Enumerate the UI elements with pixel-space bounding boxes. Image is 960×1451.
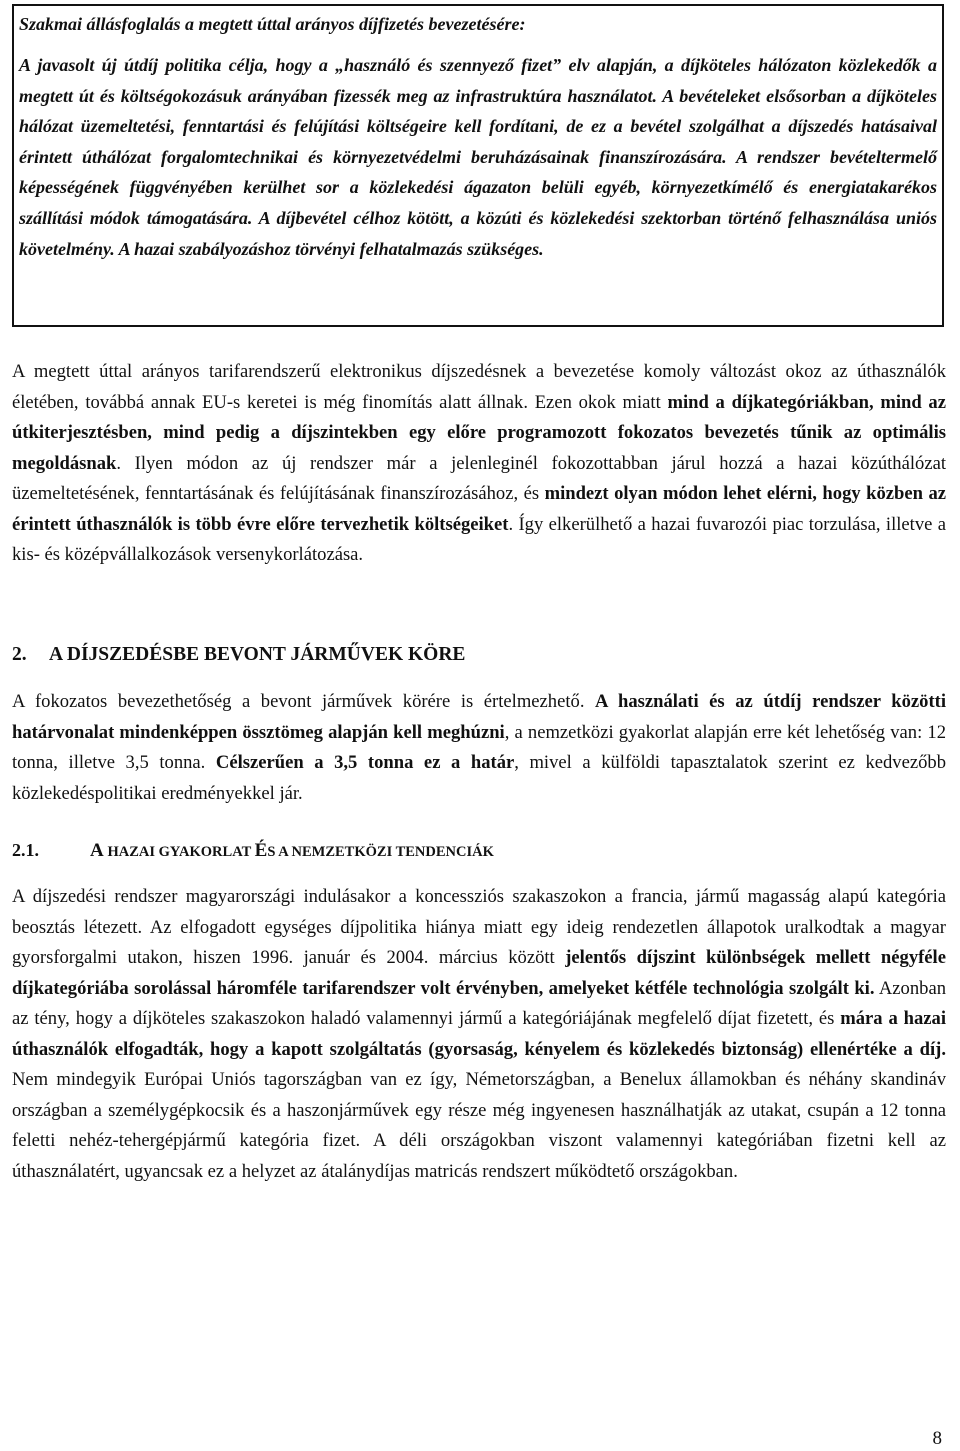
section-number: 2.1. <box>12 840 39 860</box>
bold-phrase: mára a hazai úthasználók elfogadták, hogy a kapott szolgáltatás (gyorsaság, kényelem és közlekedés biztonság) ellenértéke a díj. <box>12 1008 946 1060</box>
section-number: 2. <box>12 644 27 665</box>
bold-phrase: mind a díjkategóriákban, mind az útkiterjesztésben, mind pedig a díjszintekben egy előre programozott fokozatos bevezetés tűnik az optimális megoldásnak <box>12 391 946 474</box>
box-title: Szakmai állásfoglalás a megtett úttal arányos díjfizetés bevezetésére: <box>19 14 526 34</box>
paragraph-vehicle-scope: A fokozatos bevezethetőség a bevont járművek körére is értelmezhető. A használati és az útdíj rendszer közötti határvonalat mindenképpen össztömeg alapján kell meghúzni, a nemzetközi gyakorlat alapján erre két lehetőség van: 12 tonna, illetve 3,5 tonna. Célszerűen a 3,5 tonna ez a határ, mivel a külföldi tapasztalatok szerint ez kedvezőbb közlekedéspolitikai eredményekkel jár. <box>12 691 947 804</box>
bold-phrase: mindezt olyan módon lehet elérni, hogy közben az érintett úthasználók is több évre előre tervezhetik költségeiket <box>12 483 946 535</box>
box-text: A javasolt új útdíj politika célja, hogy a „használó és szennyező fizet” elv alapján, a díjköteles hálózaton közlekedők a megtett út és költségokozásuk arányában fizessék meg az infrastruktúra használatot. A bevételeket elsősorban a díjköteles hálózat üzemeltetési, fenntartási és felújítási költségeire kell fordítani, de ez a bevétel szolgálhat a díjszedés hatásaival érintett úthálózat forgalomtechnikai és környezetvédelmi beruházásainak finanszírozására. A rendszer bevételtermelő képességének függvényében kerülhet sor a közlekedési ágazaton belüli egyéb, környezetkímélő és energiatakarékos szállítási módok támogatására. A díjbevétel célhoz kötött, a közúti és közlekedési szektorban történő felhasználása uniós követelmény. A hazai szabályozáshoz törvényi felhatalmazás szükséges. <box>19 55 937 259</box>
bold-phrase: Célszerűen a 3,5 tonna ez a határ <box>215 752 515 773</box>
section-title: A DÍJSZEDÉSBE BEVONT JÁRMŰVEK KÖRE <box>49 644 466 665</box>
position-statement-box <box>12 4 944 327</box>
paragraph-implementation: A megtett úttal arányos tarifarendszerű elektronikus díjszedésnek a bevezetése komoly változást okoz az úthasználók életében, továbbá annak EU-s keretei is még finomítás alatt állnak. Ezen okok miatt mind a díjkategóriákban, mind az útkiterjesztésben, mind pedig a díjszintekben egy előre programozott fokozatos bevezetés tűnik az optimális megoldásnak. Ilyen módon az új rendszer már a jelenleginél fokozottabban járul hozzá a hazai közúthálózat üzemeltetésének, fenntartásának és felújításának finanszírozásához, és mindezt olyan módon lehet elérni, hogy közben az érintett úthasználók is több évre előre tervezhetik költségeiket. Így elkerülhető a hazai fuvarozói piac torzulása, illetve a kis- és középvállalkozások versenykorlátozása. <box>12 361 946 565</box>
bold-phrase: jelentős díjszint különbségek mellett négyféle díjkategóriába sorolással háromféle tarifarendszer volt érvényben, amelyeket kétféle technológia szolgált ki. <box>12 947 946 999</box>
page-number: 8 <box>932 1428 942 1449</box>
section-heading-2-1: 2.1. A HAZAI GYAKORLAT ÉS A NEMZETKÖZI TENDENCIÁK <box>12 840 494 861</box>
bold-phrase: A használati és az útdíj rendszer közötti határvonalat mindenképpen össztömeg alapján kell meghúzni <box>12 691 946 743</box>
paragraph-domestic-practice: A díjszedési rendszer magyarországi indulásakor a koncessziós szakaszokon a francia, jármű magasság alapú kategória beosztás létezett. Az elfogadott egységes díjpolitika hiánya miatt egy ideig rendezetlen állapotok uralkodtak a magyar gyorsforgalmi utakon, hiszen 1996. január és 2004. március között jelentős díjszint különbségek mellett négyféle díjkategóriába sorolással háromféle tarifarendszer volt érvényben, amelyeket kétféle technológia szolgált ki. Azonban az tény, hogy a díjköteles szakaszokon haladó valamennyi jármű a kategóriájának megfelelő díjat fizetett, és mára a hazai úthasználók elfogadták, hogy a kapott szolgáltatás (gyorsaság, kényelem és közlekedés biztonság) ellenértéke a díj. Nem mindegyik Európai Uniós tagországban van ez így, Németországban, a Benelux államokban és néhány skandináv országban a személygépkocsik és a haszonjárművek egy része még ingyenesen használhatják az utakat, csupán a 12 tonna feletti nehéz-tehergépjármű kategória fizet. A déli országokban viszont valamennyi kategóriában fizetni kell az úthasználatért, ugyancsak ez a helyzet az átalánydíjas matricás rendszert működtető országokban. <box>12 886 946 1182</box>
section-heading-2 <box>12 642 946 668</box>
